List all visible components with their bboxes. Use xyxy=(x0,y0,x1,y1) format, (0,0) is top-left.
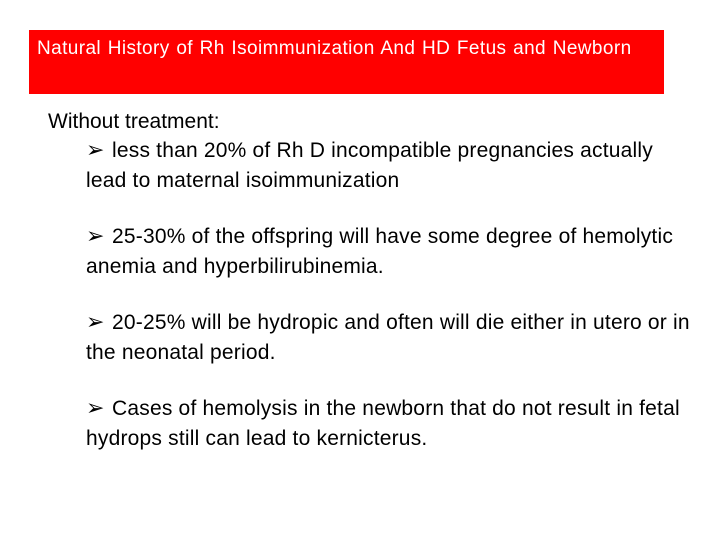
bullet-item-2 xyxy=(86,222,696,282)
bullet-list xyxy=(86,136,696,454)
arrow-bullet-icon: ➢ xyxy=(86,396,105,421)
arrow-bullet-icon: ➢ xyxy=(86,138,105,163)
title-banner xyxy=(29,30,664,94)
bullet-text: 20-25% will be hydropic and often will die either in utero or in the neonatal period. xyxy=(86,311,690,364)
slide-title: Natural History of Rh Isoimmunization And HD Fetus and Newborn xyxy=(37,38,632,59)
bullet-text: Cases of hemolysis in the newborn that do not result in fetal hydrops still can lead to kernicterus. xyxy=(86,397,680,450)
bullet-text: 25-30% of the offspring will have some degree of hemolytic anemia and hyperbilirubinemia. xyxy=(86,225,674,278)
arrow-bullet-icon: ➢ xyxy=(86,310,105,335)
bullet-item-4 xyxy=(86,394,696,454)
intro-text: Without treatment: xyxy=(48,110,220,133)
arrow-bullet-icon: ➢ xyxy=(86,224,105,249)
bullet-item-1 xyxy=(86,136,696,196)
bullet-item-3 xyxy=(86,308,696,368)
bullet-text: less than 20% of Rh D incompatible pregnancies actually lead to maternal isoimmunization xyxy=(86,139,653,192)
